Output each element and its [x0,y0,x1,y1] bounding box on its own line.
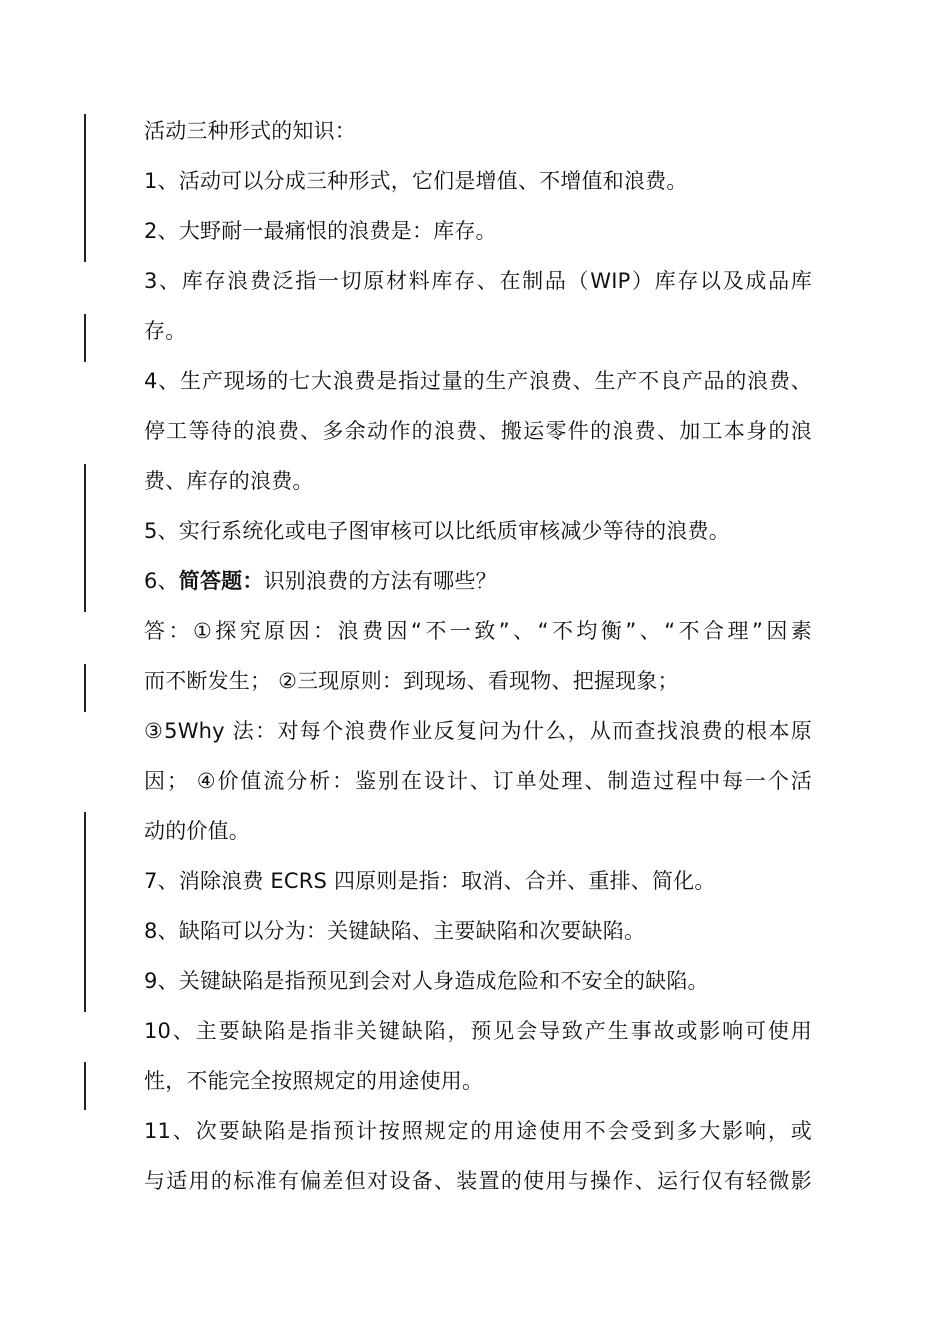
answer-line: 答：①探究原因：浪费因“不一致”、“不均衡”、“不合理”因素 [144,619,812,643]
answer-line: 动的价值。 [144,819,250,843]
text-segment: 与适用的标准有偏差但对设备、 [144,1169,457,1193]
text-line: 3、库存浪费泛指一切原材料库存、在制品（WIP）库存以及成品库 [144,269,812,293]
text-line: 停工等待的浪费、多余动作的浪费、搬运零件的浪费、加工本身的浪 [144,419,812,443]
answer-line: 因； ④价值流分析：鉴别在设计、订单处理、制造过程中每一个活 [144,769,812,793]
text-segment: 装置 [456,1169,501,1193]
answer-line: 而不断发生； ②三现原则：到现场、看现物、把握现象； [144,669,679,693]
text-line: 7、消除浪费 ECRS 四原则是指：取消、合并、重排、简化。 [144,869,716,893]
text-line: 费、库存的浪费。 [144,469,314,493]
question-label: 简答题： [178,569,264,593]
question-line [144,556,812,606]
text-line: 11、次要缺陷是指预计按照规定的用途使用不会受到多大影响，或 [144,1119,812,1143]
text-line: 9、关键缺陷是指预见到会对人身造成危险和不安全的缺陷。 [144,969,709,993]
text-line: 2、大野耐一最痛恨的浪费是：库存。 [144,219,497,243]
question-number: 6、 [144,569,179,593]
text-line: 4、生产现场的七大浪费是指过量的生产浪费、生产不良产品的浪费、 [144,369,812,393]
answer-line: ③5Why 法：对每个浪费作业反复问为什么，从而查找浪费的根本原 [144,719,812,743]
margin-bar [84,1062,86,1110]
text-line: 存。 [144,319,187,343]
text-line: 性，不能完全按照规定的用途使用。 [144,1069,484,1093]
text-line [144,1156,812,1206]
document-body [144,106,812,1206]
margin-bar [84,664,86,712]
text-line: 10、主要缺陷是指非关键缺陷，预见会导致产生事故或影响可使用 [144,1019,812,1043]
text-line: 1、活动可以分成三种形式，它们是增值、不增值和浪费。 [144,169,688,193]
document-title: 活动三种形式的知识： [144,119,356,143]
text-segment: 的使用与操作、运行仅有轻微影 [500,1169,812,1193]
question-text: 识别浪费的方法有哪些？ [263,569,497,593]
margin-bar [84,812,86,1012]
margin-bar [84,314,86,362]
text-line: 5、实行系统化或电子图审核可以比纸质审核减少等待的浪费。 [144,519,730,543]
margin-bar [84,464,86,612]
text-line: 8、缺陷可以分为：关键缺陷、主要缺陷和次要缺陷。 [144,919,646,943]
margin-bar [84,114,86,262]
